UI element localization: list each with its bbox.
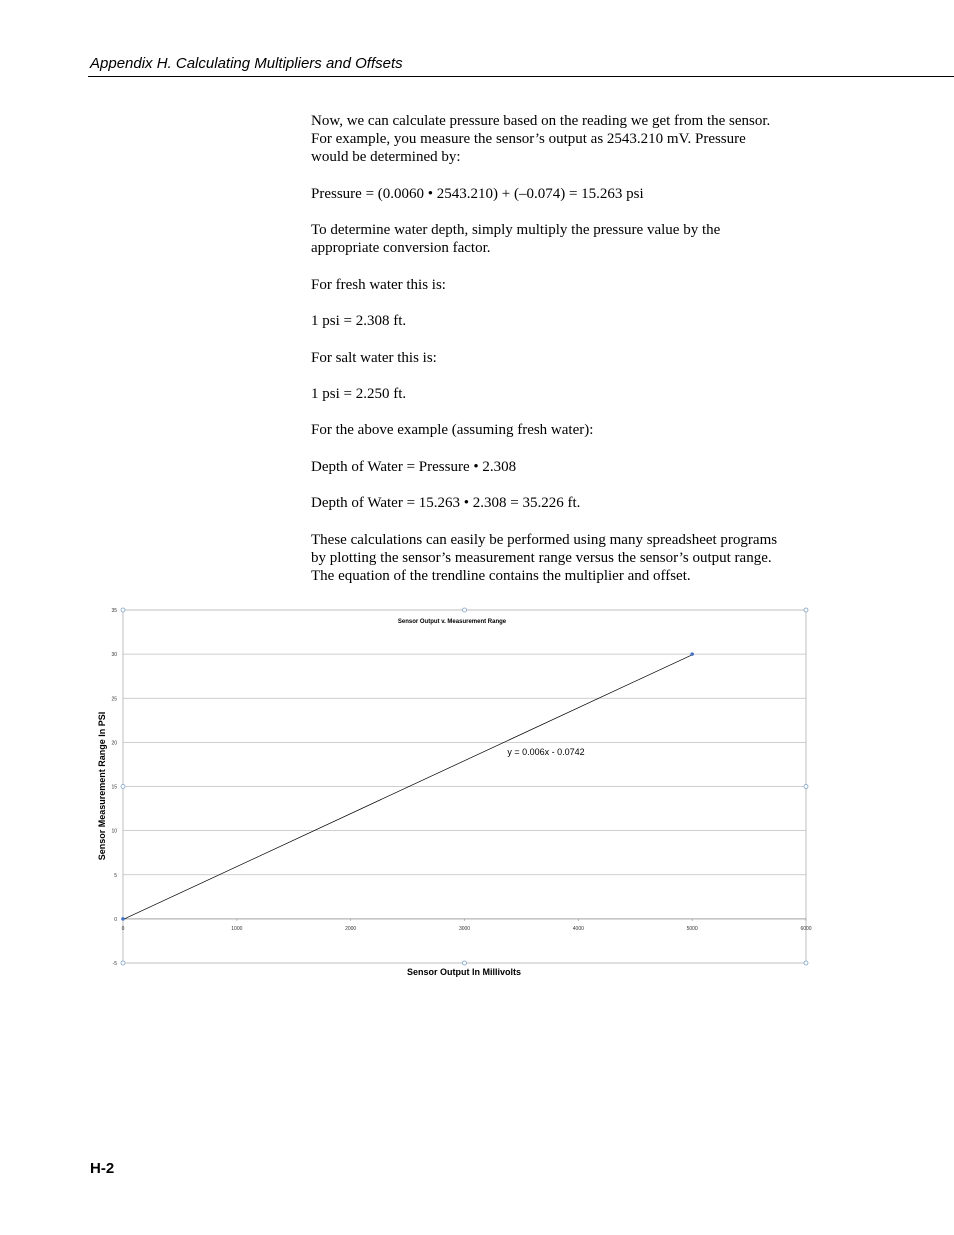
resize-handle[interactable] xyxy=(804,608,808,612)
paragraph: Now, we can calculate pressure based on the reading we get from the sensor. For example, you measure the sensor’s output as 2543.210 mV. Pressure would be determined by: xyxy=(311,113,771,166)
paragraph: 1 psi = 2.250 ft. xyxy=(311,385,407,402)
x-tick-label: 4000 xyxy=(572,925,584,932)
grid-lines xyxy=(123,654,806,919)
x-tick-label: 0 xyxy=(121,925,125,932)
paragraph: For fresh water this is: xyxy=(311,276,446,293)
y-tick-label: 15 xyxy=(111,784,117,791)
y-tick-label: 0 xyxy=(114,916,117,923)
page-number: H-2 xyxy=(90,1160,115,1177)
data-point xyxy=(690,652,694,656)
x-tick-label: 5000 xyxy=(686,925,698,932)
running-header: Appendix H. Calculating Multipliers and Offsets xyxy=(90,55,403,72)
resize-handle[interactable] xyxy=(804,785,808,789)
resize-handle[interactable] xyxy=(121,785,125,789)
y-axis-label: Sensor Measurement Range In PSI xyxy=(97,711,107,861)
y-tick-label: -5 xyxy=(112,961,117,967)
paragraph: Pressure = (0.0060 • 2543.210) + (–0.074) = 15.263 psi xyxy=(311,185,644,202)
y-tick-label: 35 xyxy=(111,608,117,614)
resize-handle[interactable] xyxy=(804,961,808,965)
x-tick-label: 2000 xyxy=(345,925,357,932)
x-tick-label: 6000 xyxy=(800,925,812,932)
paragraph: Depth of Water = Pressure • 2.308 xyxy=(311,458,517,475)
y-tick-label: 30 xyxy=(111,652,117,659)
resize-handle[interactable] xyxy=(463,608,467,612)
paragraph: To determine water depth, simply multiply the pressure value by the appropriate conversion factor. xyxy=(311,222,721,257)
x-axis-label: Sensor Output In Millivolts xyxy=(406,967,522,977)
header-divider xyxy=(88,76,954,77)
paragraph: 1 psi = 2.308 ft. xyxy=(311,313,407,330)
paragraph: For the above example (assuming fresh water): xyxy=(311,422,594,439)
paragraph: Depth of Water = 15.263 • 2.308 = 35.226 ft. xyxy=(311,495,581,512)
x-tick-label: 1000 xyxy=(231,925,243,932)
paragraph: These calculations can easily be performed using many spreadsheet programs by plotting the sensor’s measurement range versus the sensor’s output range. The equation of the trendline contains the multiplier and offset. xyxy=(311,531,778,584)
y-tick-label: 25 xyxy=(111,696,117,703)
resize-handle[interactable] xyxy=(121,608,125,612)
chart-title: Sensor Output v. Measurement Range xyxy=(397,619,507,625)
resize-handle[interactable] xyxy=(121,961,125,965)
body-text xyxy=(311,112,811,603)
x-tick-labels xyxy=(122,919,812,932)
paragraph: For salt water this is: xyxy=(311,349,437,366)
trendline-equation: y = 0.006x - 0.0742 xyxy=(507,747,585,757)
y-tick-labels xyxy=(111,608,117,967)
resize-handle[interactable] xyxy=(463,961,467,965)
data-point xyxy=(121,917,125,921)
x-tick-label: 3000 xyxy=(458,925,471,932)
y-tick-label: 10 xyxy=(111,828,117,835)
chart xyxy=(90,600,820,985)
y-tick-label: 5 xyxy=(114,872,117,879)
chart-svg xyxy=(90,600,820,985)
y-tick-label: 20 xyxy=(111,740,117,747)
trendline xyxy=(123,655,692,920)
